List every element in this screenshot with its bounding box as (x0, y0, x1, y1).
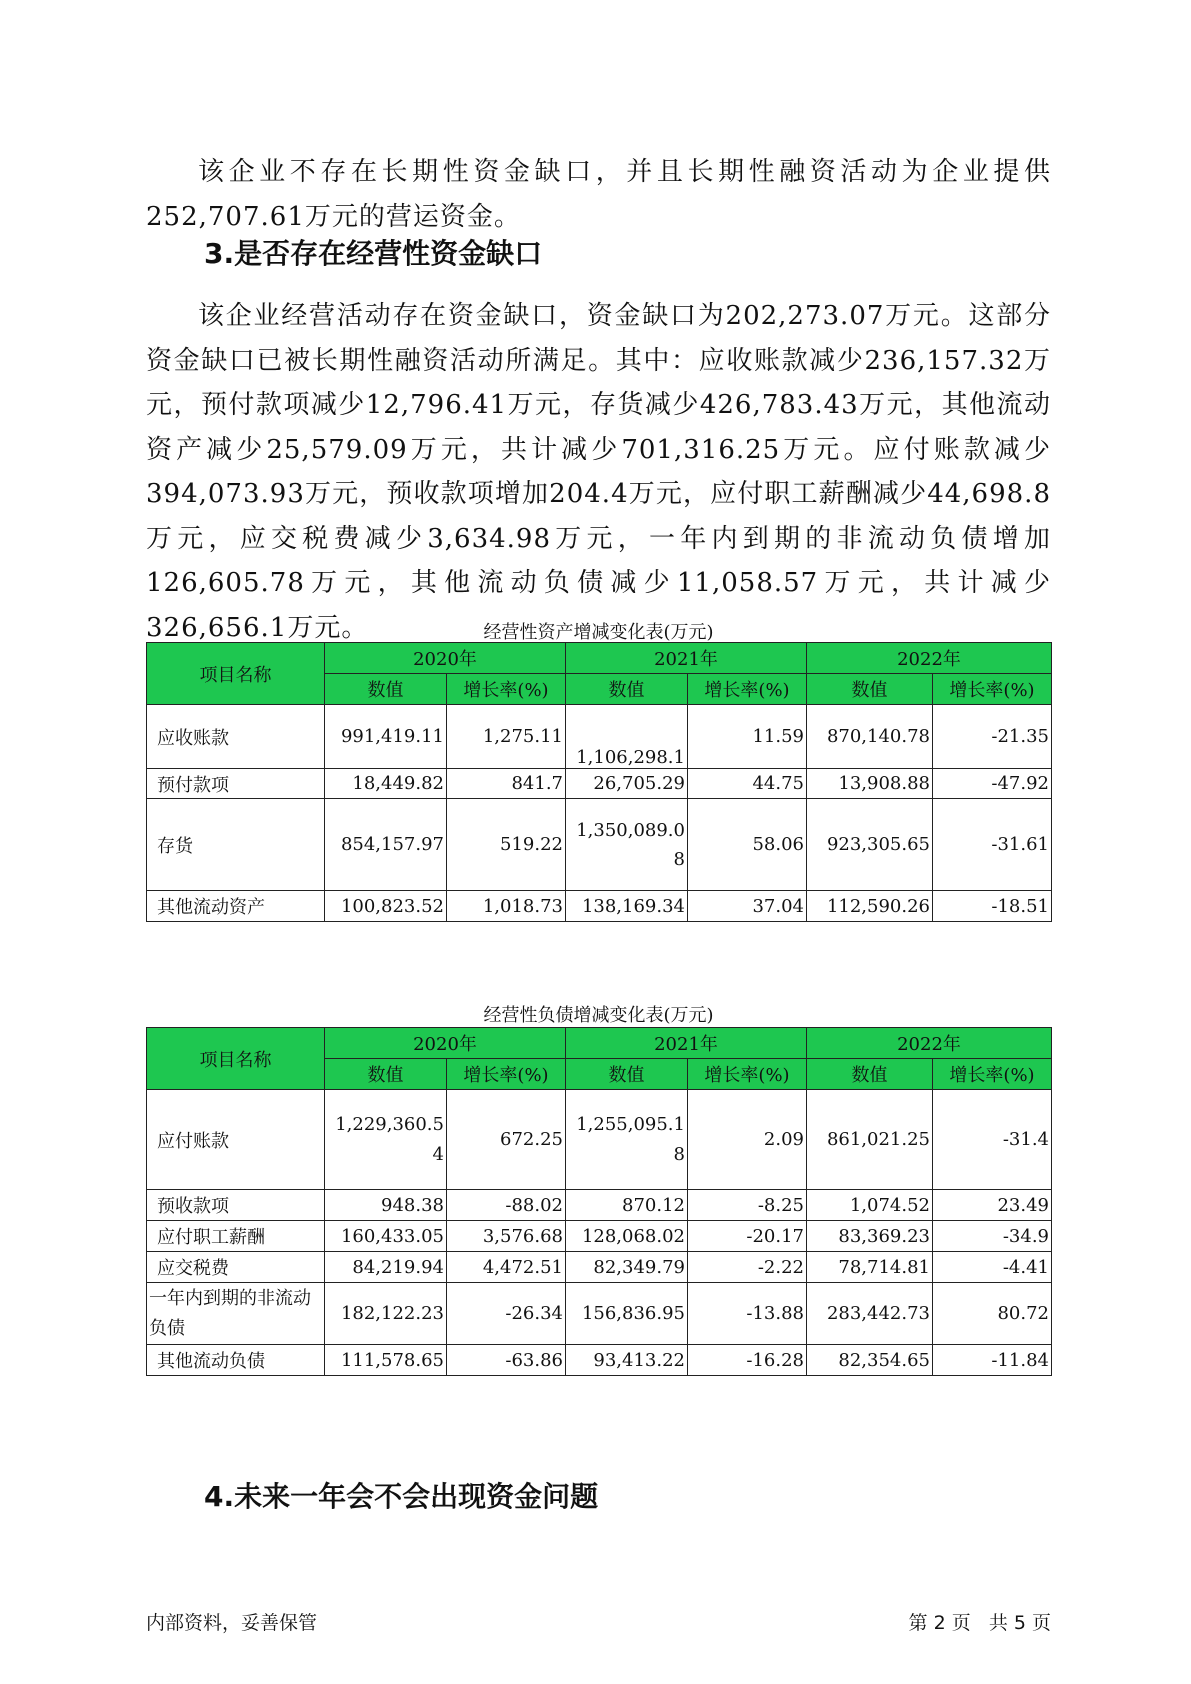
cell: 100,823.52 (325, 891, 447, 922)
value-header: 数值 (325, 674, 447, 705)
value-header: 数值 (566, 674, 688, 705)
paragraph-operating-gap: 该企业经营活动存在资金缺口，资金缺口为202,273.07万元。这部分资金缺口已被长期性融资活动所满足。其中：应收账款减少236,157.32万元，预付款项减少12,796.41万元，存货减少426,783.43万元，其他流动资产减少25,579.09万元，共计减少701,316.25万元。应付账款减少394,073.93万元，预收款项增加204.4万元，应付职工薪酬减少44,698.8万元，应交税费减少3,634.98万元，一年内到期的非流动负债增加126,605.78万元，其他流动负债减少11,058.57万元，共计减少326,656.1万元。 (146, 301, 1051, 643)
row-name: 预付款项 (147, 769, 325, 799)
cell: -8.25 (688, 1190, 807, 1221)
year-header: 2021年 (566, 643, 807, 674)
rate-header: 增长率(%) (933, 1059, 1052, 1090)
cell: 18,449.82 (325, 769, 447, 799)
cell: 1,350,089.08 (566, 799, 688, 891)
cell: 80.72 (933, 1283, 1052, 1345)
footer-confidential-note: 内部资料，妥善保管 (146, 1612, 318, 1634)
cell: 283,442.73 (807, 1283, 933, 1345)
cell: -16.28 (688, 1345, 807, 1376)
table-row (147, 705, 1052, 769)
cell: -34.9 (933, 1221, 1052, 1252)
cell: -63.86 (447, 1345, 566, 1376)
cell: 78,714.81 (807, 1252, 933, 1283)
table-row (147, 769, 1052, 799)
cell: 23.49 (933, 1190, 1052, 1221)
cell: 948.38 (325, 1190, 447, 1221)
item-name-header: 项目名称 (147, 643, 325, 705)
rate-header: 增长率(%) (447, 1059, 566, 1090)
cell: 93,413.22 (566, 1345, 688, 1376)
cell: 1,106,298.1 (566, 705, 688, 769)
cell: -47.92 (933, 769, 1052, 799)
cell: 2.09 (688, 1090, 807, 1190)
table-row (147, 1345, 1052, 1376)
row-name: 一年内到期的非流动负债 (147, 1283, 325, 1345)
cell: 870,140.78 (807, 705, 933, 769)
cell: 672.25 (447, 1090, 566, 1190)
rate-header: 增长率(%) (933, 674, 1052, 705)
year-header: 2022年 (807, 1028, 1052, 1059)
paragraph-long-term-funding: 该企业不存在长期性资金缺口，并且长期性融资活动为企业提供252,707.61万元的营运资金。 (146, 157, 1051, 232)
cell: -31.61 (933, 799, 1052, 891)
year-header: 2021年 (566, 1028, 807, 1059)
operating-assets-table (146, 642, 1052, 922)
row-name: 应付职工薪酬 (147, 1221, 325, 1252)
cell: 991,419.11 (325, 705, 447, 769)
table-row (147, 1283, 1052, 1345)
cell: 854,157.97 (325, 799, 447, 891)
table2-caption: 经营性负债增减变化表(万元) (483, 1005, 714, 1026)
cell: 1,229,360.54 (325, 1090, 447, 1190)
table-row (147, 1252, 1052, 1283)
table-header-row (147, 643, 1052, 674)
cell: 44.75 (688, 769, 807, 799)
year-header: 2020年 (325, 643, 566, 674)
row-name: 应收账款 (147, 705, 325, 769)
row-name: 其他流动资产 (147, 891, 325, 922)
cell: 128,068.02 (566, 1221, 688, 1252)
cell: 82,349.79 (566, 1252, 688, 1283)
cell: -26.34 (447, 1283, 566, 1345)
cell: -31.4 (933, 1090, 1052, 1190)
item-name-header: 项目名称 (147, 1028, 325, 1090)
cell: 156,836.95 (566, 1283, 688, 1345)
cell: -11.84 (933, 1345, 1052, 1376)
table-row (147, 1090, 1052, 1190)
table1-caption: 经营性资产增减变化表(万元) (483, 622, 714, 643)
cell: 1,074.52 (807, 1190, 933, 1221)
value-header: 数值 (566, 1059, 688, 1090)
cell: 26,705.29 (566, 769, 688, 799)
cell: 160,433.05 (325, 1221, 447, 1252)
cell: 37.04 (688, 891, 807, 922)
cell: 870.12 (566, 1190, 688, 1221)
row-name: 其他流动负债 (147, 1345, 325, 1376)
cell: -4.41 (933, 1252, 1052, 1283)
row-name: 应付账款 (147, 1090, 325, 1190)
cell: -2.22 (688, 1252, 807, 1283)
cell: 84,219.94 (325, 1252, 447, 1283)
cell: 111,578.65 (325, 1345, 447, 1376)
cell: 182,122.23 (325, 1283, 447, 1345)
footer-page-number: 第 2 页 共 5 页 (908, 1612, 1051, 1634)
year-header: 2022年 (807, 643, 1052, 674)
section-heading-3: 3.是否存在经营性资金缺口 (204, 237, 543, 270)
cell: 11.59 (688, 705, 807, 769)
value-header: 数值 (325, 1059, 447, 1090)
table-row (147, 1221, 1052, 1252)
cell: -13.88 (688, 1283, 807, 1345)
cell: -21.35 (933, 705, 1052, 769)
cell: 112,590.26 (807, 891, 933, 922)
table-row (147, 1190, 1052, 1221)
cell: 1,255,095.18 (566, 1090, 688, 1190)
cell: 83,369.23 (807, 1221, 933, 1252)
operating-liabilities-table (146, 1027, 1052, 1376)
cell: 519.22 (447, 799, 566, 891)
row-name: 存货 (147, 799, 325, 891)
value-header: 数值 (807, 1059, 933, 1090)
cell: 923,305.65 (807, 799, 933, 891)
rate-header: 增长率(%) (447, 674, 566, 705)
cell: -18.51 (933, 891, 1052, 922)
section-heading-4: 4.未来一年会不会出现资金问题 (204, 1480, 599, 1513)
cell: 3,576.68 (447, 1221, 566, 1252)
table-row (147, 799, 1052, 891)
cell: 841.7 (447, 769, 566, 799)
cell: 13,908.88 (807, 769, 933, 799)
cell: 861,021.25 (807, 1090, 933, 1190)
cell: 82,354.65 (807, 1345, 933, 1376)
table-row (147, 891, 1052, 922)
row-name: 预收款项 (147, 1190, 325, 1221)
cell: 58.06 (688, 799, 807, 891)
cell: 138,169.34 (566, 891, 688, 922)
rate-header: 增长率(%) (688, 674, 807, 705)
cell: 4,472.51 (447, 1252, 566, 1283)
row-name: 应交税费 (147, 1252, 325, 1283)
cell: 1,275.11 (447, 705, 566, 769)
year-header: 2020年 (325, 1028, 566, 1059)
table-header-row (147, 1028, 1052, 1059)
cell: -20.17 (688, 1221, 807, 1252)
value-header: 数值 (807, 674, 933, 705)
rate-header: 增长率(%) (688, 1059, 807, 1090)
cell: -88.02 (447, 1190, 566, 1221)
cell: 1,018.73 (447, 891, 566, 922)
